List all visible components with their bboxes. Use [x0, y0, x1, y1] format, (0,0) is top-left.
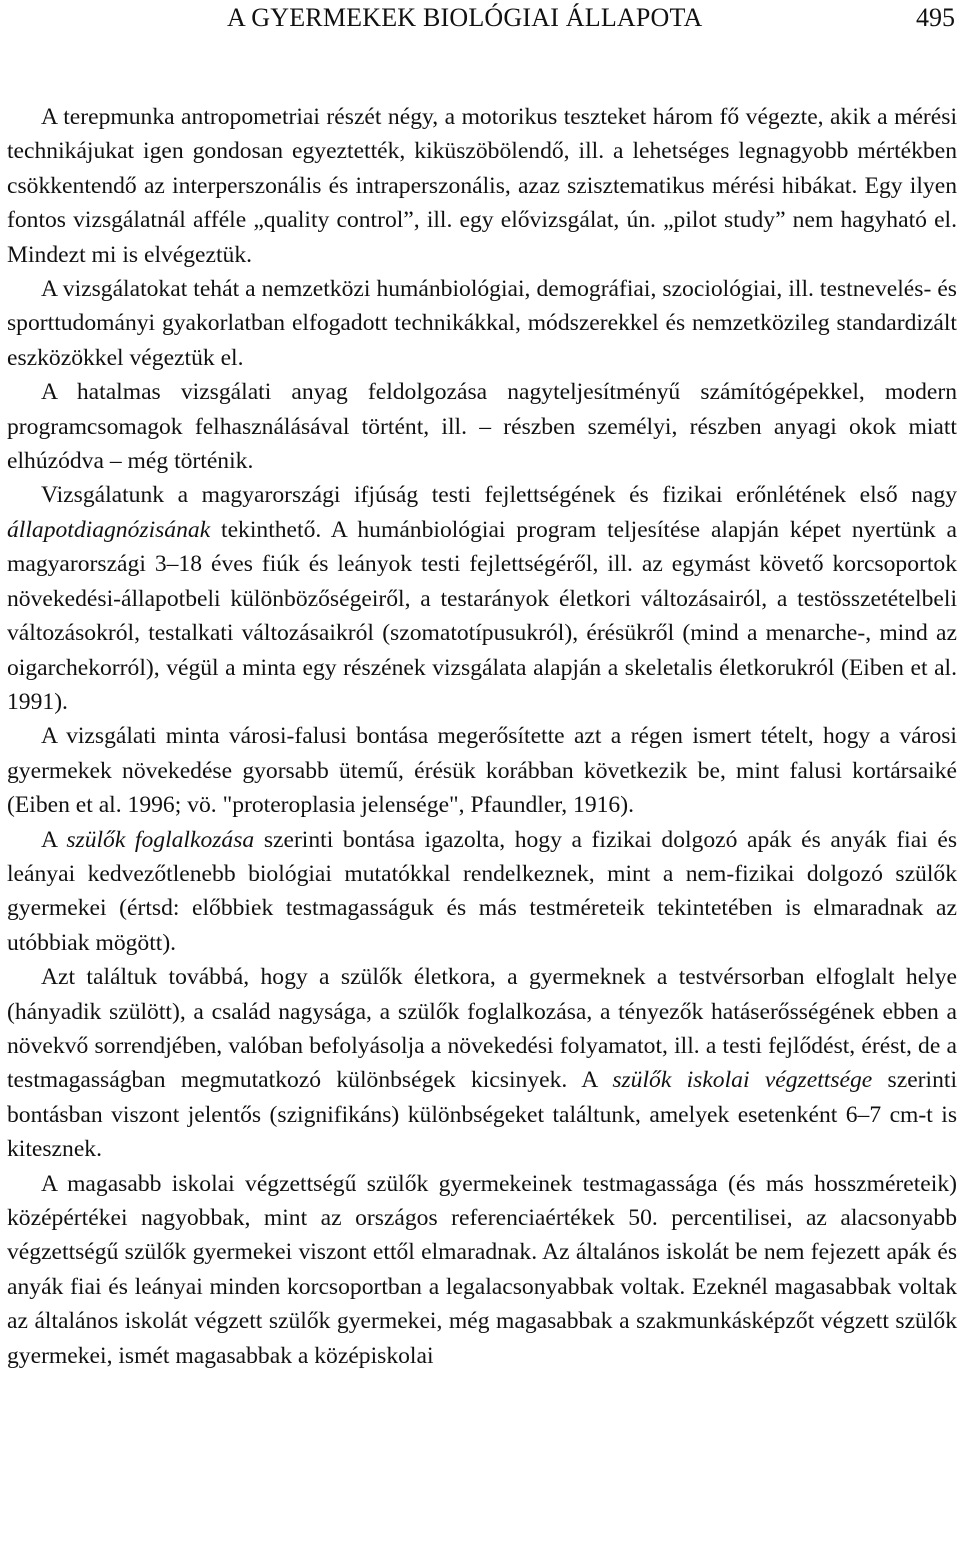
text-run: A vizsgálati minta városi-falusi bontása megerősítette azt a régen ismert tételt, hogy a városi gyermekek növekedése gyorsabb ütemű, érésük korábban következik be, mint falusi kortársaiké (Eiben et al. 1996; vö. "proteroplasia jelensége", Pfaundler, 1916).: [7, 723, 957, 819]
text-run: A hatalmas vizsgálati anyag feldolgozása nagyteljesítményű számítógépekkel, modern programcsomagok felhasználásával történt, ill. – részben személyi, részben anyagi okok miatt elhúzódva – még történik.: [7, 379, 957, 475]
text-run: tekinthető. A humánbiológiai program teljesítése alapján képet nyertünk a magyarországi 3–18 éves fiúk és leányok testi fejlettségéről, ill. az egymást követő korcsoportok növekedési-állapotbeli különbözőségeiről, a testarányok életkori változásairól, a testösszetételbeli változásokról, testalkati változásaikról (szomatotípusukról), érésükről (mind a menarche-, mind az oigarchekorról), végül a minta egy részének vizsgálata alapján a skeletalis életkorukról (Eiben et al. 1991).: [7, 516, 957, 715]
running-header: [7, 0, 957, 60]
text-run: szerinti bontása igazolta, hogy a fizikai dolgozó apák és anyák fiai és leányai kedvezőtlenebb biológiai mutatókkal rendelkeznek, mint a nem-fizikai dolgozó szülők gyermekei (értsd: előbbiek testmagasságuk és más testméreteik tekintetében is elmaradnak az utóbbiak mögött).: [7, 826, 958, 956]
paragraph: [7, 960, 957, 1166]
text-run: A magasabb iskolai végzettségű szülők gyermekeinek testmagassága (és más hosszméreteik) középértékei nagyobbak, mint az országos referenciaértékek 50. percentilisei, az alacsonyabb végzettségű szülők gyermekei viszont ettől elmaradnak. Az általános iskolát be nem fejezett apák és anyák fiai és leányai minden korcsoportban a legalacsonyabbak voltak. Ezeknél magasabbak voltak az általános iskolát végzett szülők gyermekei, még magasabbak a szakmunkásképzőt végzett szülők gyermekei, ismét magasabbak a középiskolai: [7, 1170, 957, 1369]
page-number: 495: [916, 3, 955, 32]
italic-phrase: szülők foglalkozása: [66, 826, 255, 853]
italic-phrase: szülők iskolai végzettsége: [612, 1067, 873, 1094]
body-text: [7, 100, 957, 1373]
paragraph: [7, 478, 957, 719]
text-run: A terepmunka antropometriai részét négy, a motorikus teszteket három fő végezte, akik a mérési technikájukat igen gondosan egyeztették, kiküszöbölendő, ill. a lehetséges legnagyobb mértékben csökkentendő az interperszonális és intraperszonális, azaz szisztematikus mérési hibákat. Egy ilyen fontos vizsgálatnál afféle „quality control”, ill. egy elővizsgálat, ún. „pilot study” nem hagyható el. Mindezt mi is elvégeztük.: [7, 104, 957, 268]
text-run: Vizsgálatunk a magyarországi ifjúság testi fejlettségének és fizikai erőnlétének első nagy: [41, 482, 957, 509]
text-run: A: [41, 826, 67, 853]
paragraph: [7, 375, 957, 478]
text-run: A vizsgálatokat tehát a nemzetközi humánbiológiai, demográfiai, szociológiai, ill. testnevelés- és sporttudományi gyakorlatban elfogadott technikákkal, módszerekkel és nemzetközileg standardizált eszközökkel végeztük el.: [7, 276, 957, 371]
running-title: A GYERMEKEK BIOLÓGIAI ÁLLAPOTA: [227, 3, 703, 32]
text-run: Azt találtuk továbbá, hogy a szülők életkora, a gyermeknek a testvérsorban elfoglalt helye (hányadik szülött), a család nagysága, a szülők foglalkozása, a tényezők hatáserősségének ebben a növekvő sorrendjében, valóban befolyásolja a növekedési folyamatot, ill. a testi fejlődést, érést, de a testmagasságban megmutatkozó különbségek kicsinyek. A: [7, 964, 957, 1094]
paragraph: [7, 719, 957, 822]
italic-phrase: állapotdiagnózisának: [7, 516, 211, 543]
paragraph: [7, 823, 957, 961]
paragraph: [7, 272, 957, 375]
paragraph: [7, 100, 957, 272]
paragraph: [7, 1167, 957, 1373]
text-run: szerinti bontásban viszont jelentős (szignifikáns) különbségeket találtunk, amelyek esetenként 6–7 cm-t is kitesznek.: [7, 1067, 957, 1163]
